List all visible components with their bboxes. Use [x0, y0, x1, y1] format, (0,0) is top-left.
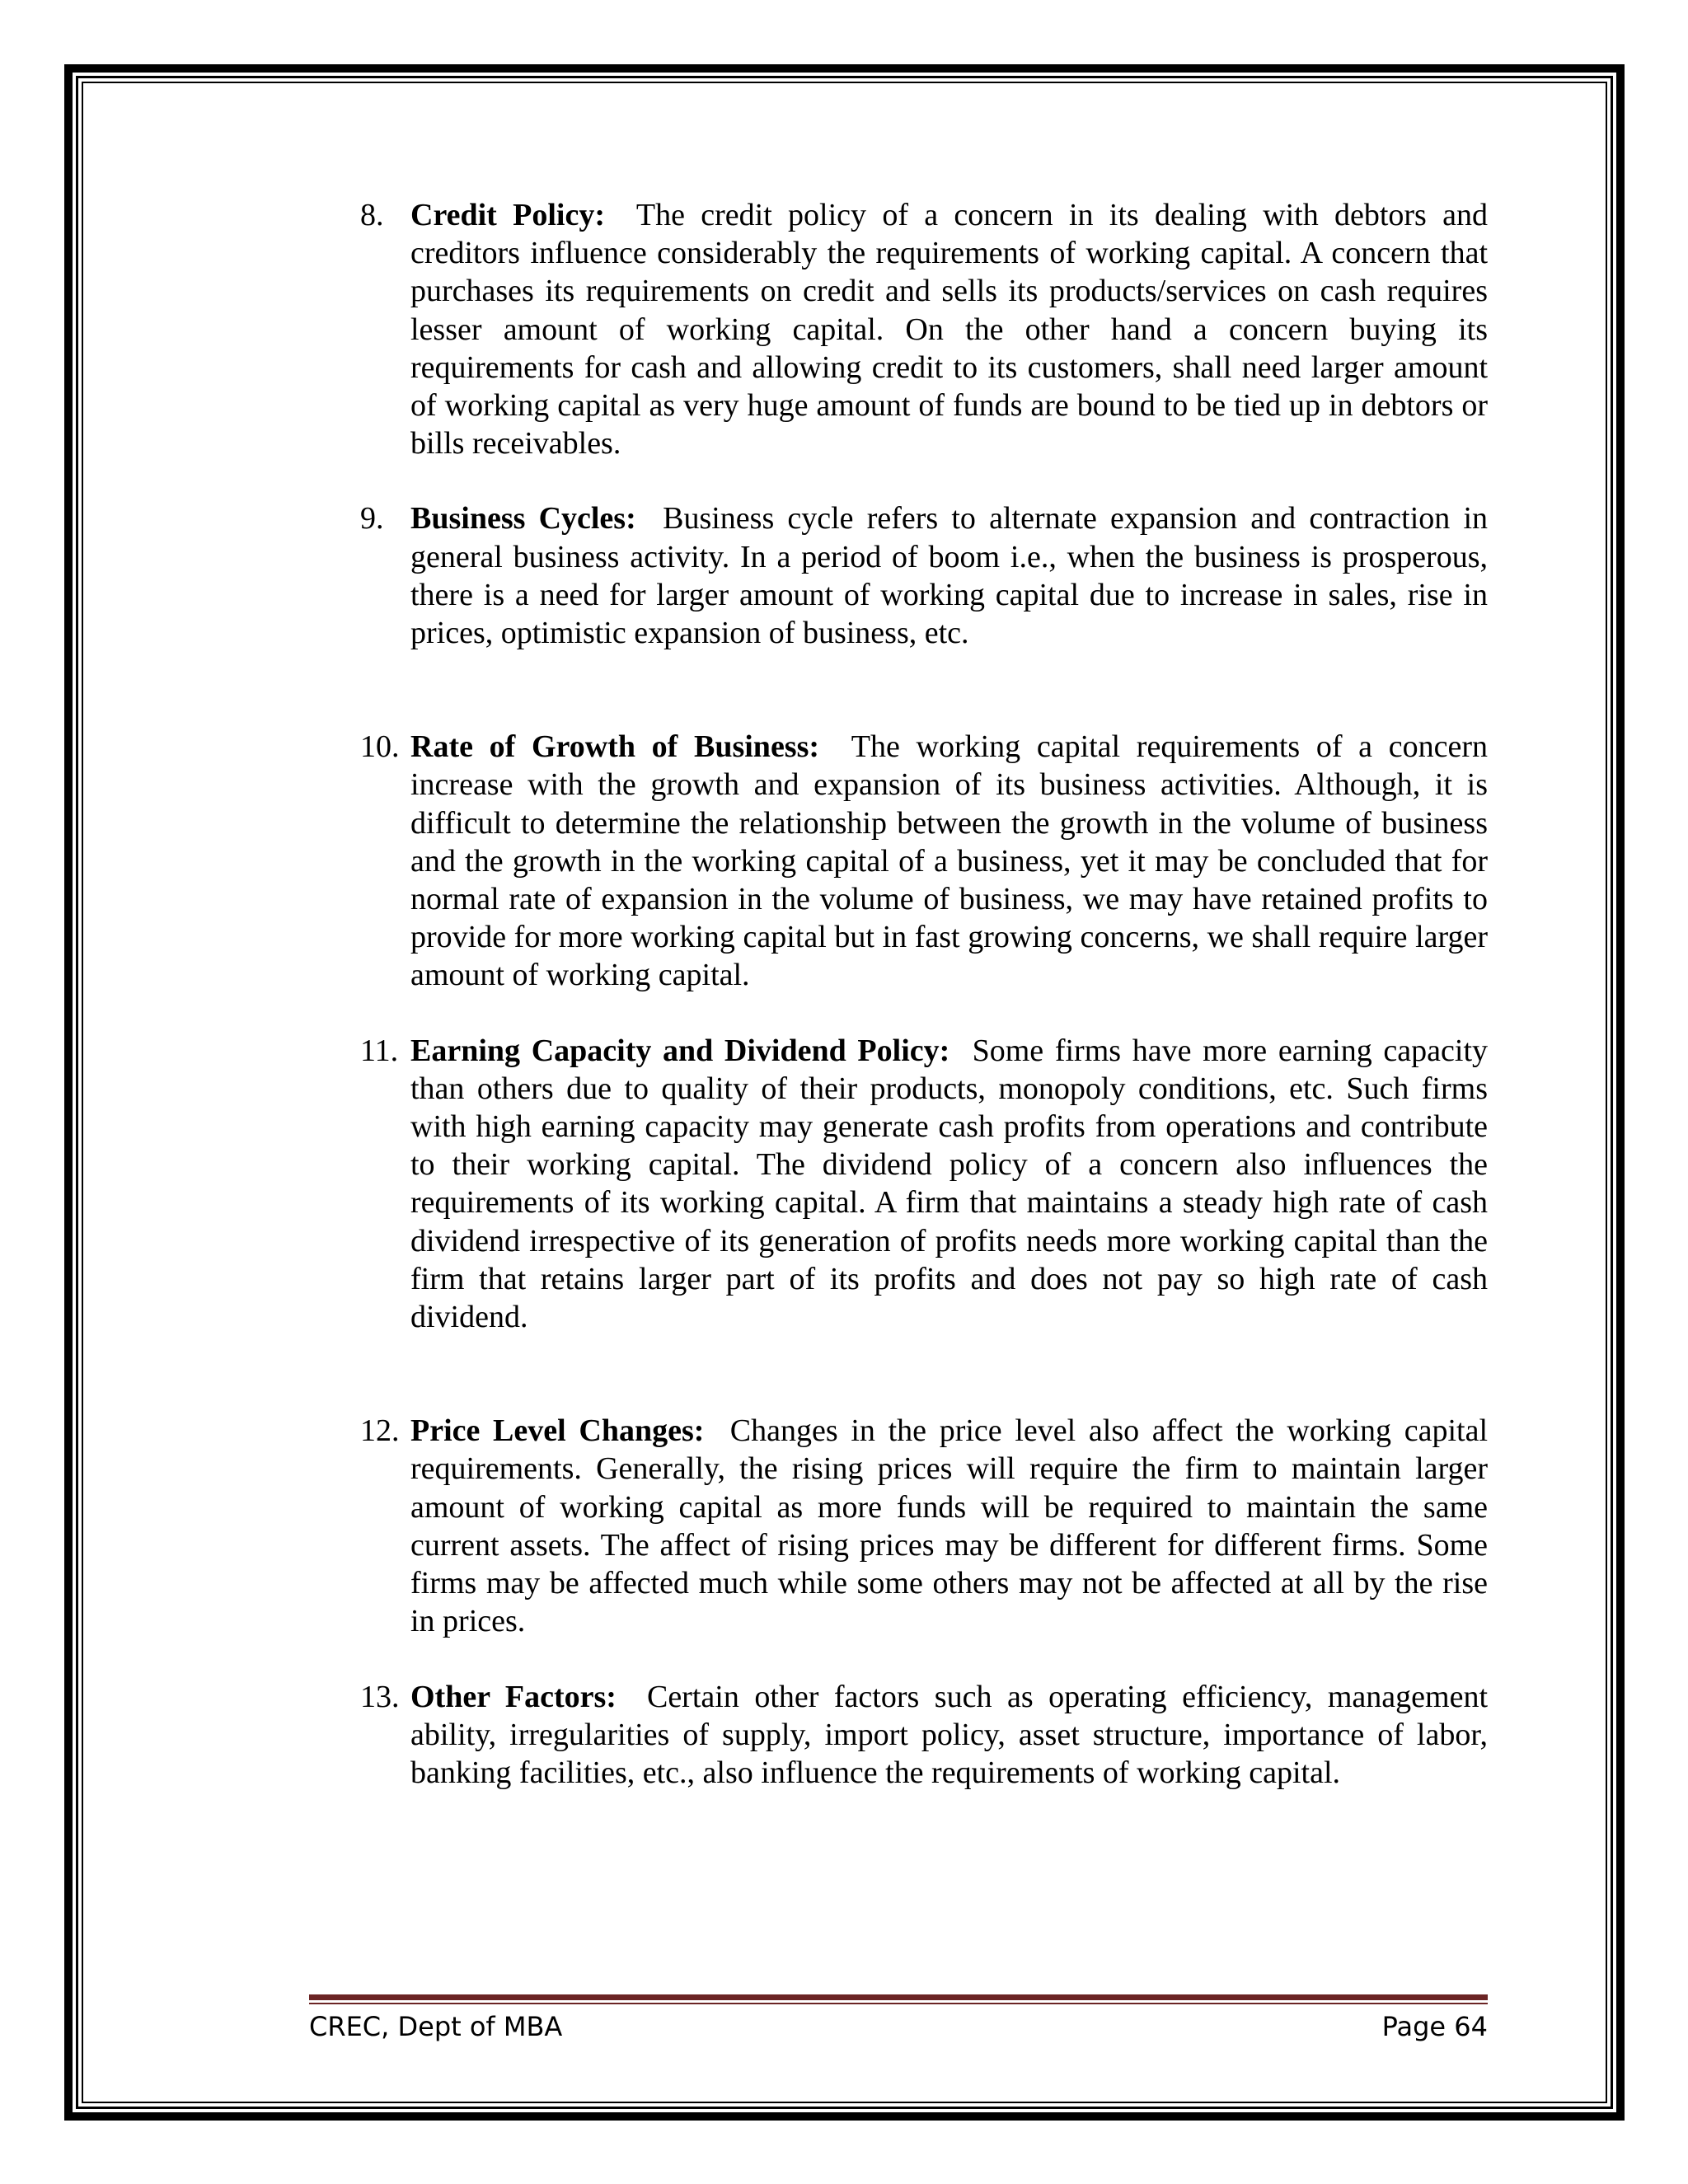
- footer-department: CREC, Dept of MBA: [309, 2011, 563, 2042]
- list-term: Earning Capacity and Dividend Policy:: [410, 1033, 950, 1068]
- list-number: 12.: [360, 1413, 400, 1449]
- list-item-business-cycles: [360, 499, 1488, 652]
- list-item-other-factors: [360, 1678, 1488, 1793]
- list-item-credit-policy: [360, 196, 1488, 462]
- list-number: 13.: [360, 1679, 400, 1714]
- list-term: Other Factors:: [410, 1679, 617, 1714]
- list-number: 9.: [360, 501, 384, 537]
- list-number: 8.: [360, 198, 384, 232]
- footer-rule: [309, 1994, 1488, 2000]
- page-footer: [309, 2011, 1488, 2052]
- list-text: Changes in the price level also affect the working capital requirements. Generally, the rising prices will require the firm to maintain larger amount of working capital as more funds will be required to maintain the same current assets. The affect of rising prices may be different for different firms. Some firms may be affected much while some others may not be affected at all by the rise in prices.: [410, 1413, 1488, 1639]
- list-term: Rate of Growth of Business:: [410, 729, 820, 765]
- list-text: The working capital requirements of a concern increase with the growth and expansion of its business activities. Although, it is difficult to determine the relationship between the growth in the volume of business and the growth in the working capital of a business, yet it may be concluded that for normal rate of expansion in the volume of business, we may have retained profits to provide for more working capital but in fast growing concerns, we shall require larger amount of working capital.: [410, 729, 1488, 993]
- list-term: Credit Policy:: [410, 198, 605, 232]
- list-term: Price Level Changes:: [410, 1413, 705, 1449]
- list-text: Business cycle refers to alternate expansion and contraction in general business activity. In a period of boom i.e., when the business is prosperous, there is a need for larger amount of working capital due to increase in sales, rise in prices, optimistic expansion of business, etc.: [410, 501, 1488, 651]
- list-text: Certain other factors such as operating efficiency, management ability, irregularities of supply, import policy, asset structure, importance of labor, banking facilities, etc., also influence the requirements of working capital.: [410, 1679, 1489, 1790]
- document-body: [360, 196, 1488, 1792]
- list-item-rate-of-growth: [360, 728, 1488, 994]
- list-term: Business Cycles:: [410, 501, 636, 537]
- list-number: 11.: [360, 1033, 399, 1068]
- list-text: The credit policy of a concern in its dealing with debtors and creditors influence considerably the requirements of working capital. A concern that purchases its requirements on credit and sells its products/services on cash requires lesser amount of working capital. On the other hand a concern buying its requirements for cash and allowing credit to its customers, shall need larger amount of working capital as very huge amount of funds are bound to be tied up in debtors or bills receivables.: [410, 198, 1489, 462]
- list-text: Some firms have more earning capacity than others due to quality of their products, monopoly conditions, etc. Such firms with high earning capacity may generate cash profits from operations and contribute to their working capital. The dividend policy of a concern also influences the requirements of its working capital. A firm that maintains a steady high rate of cash dividend irrespective of its generation of profits needs more working capital than the firm that retains larger part of its profits and does not pay so high rate of cash dividend.: [410, 1033, 1489, 1335]
- list-item-earning-capacity: [360, 1032, 1488, 1337]
- list-item-price-level: [360, 1412, 1488, 1640]
- footer-rule-thin: [309, 2003, 1488, 2004]
- list-number: 10.: [360, 729, 400, 765]
- footer-page-number: Page 64: [1381, 2011, 1488, 2042]
